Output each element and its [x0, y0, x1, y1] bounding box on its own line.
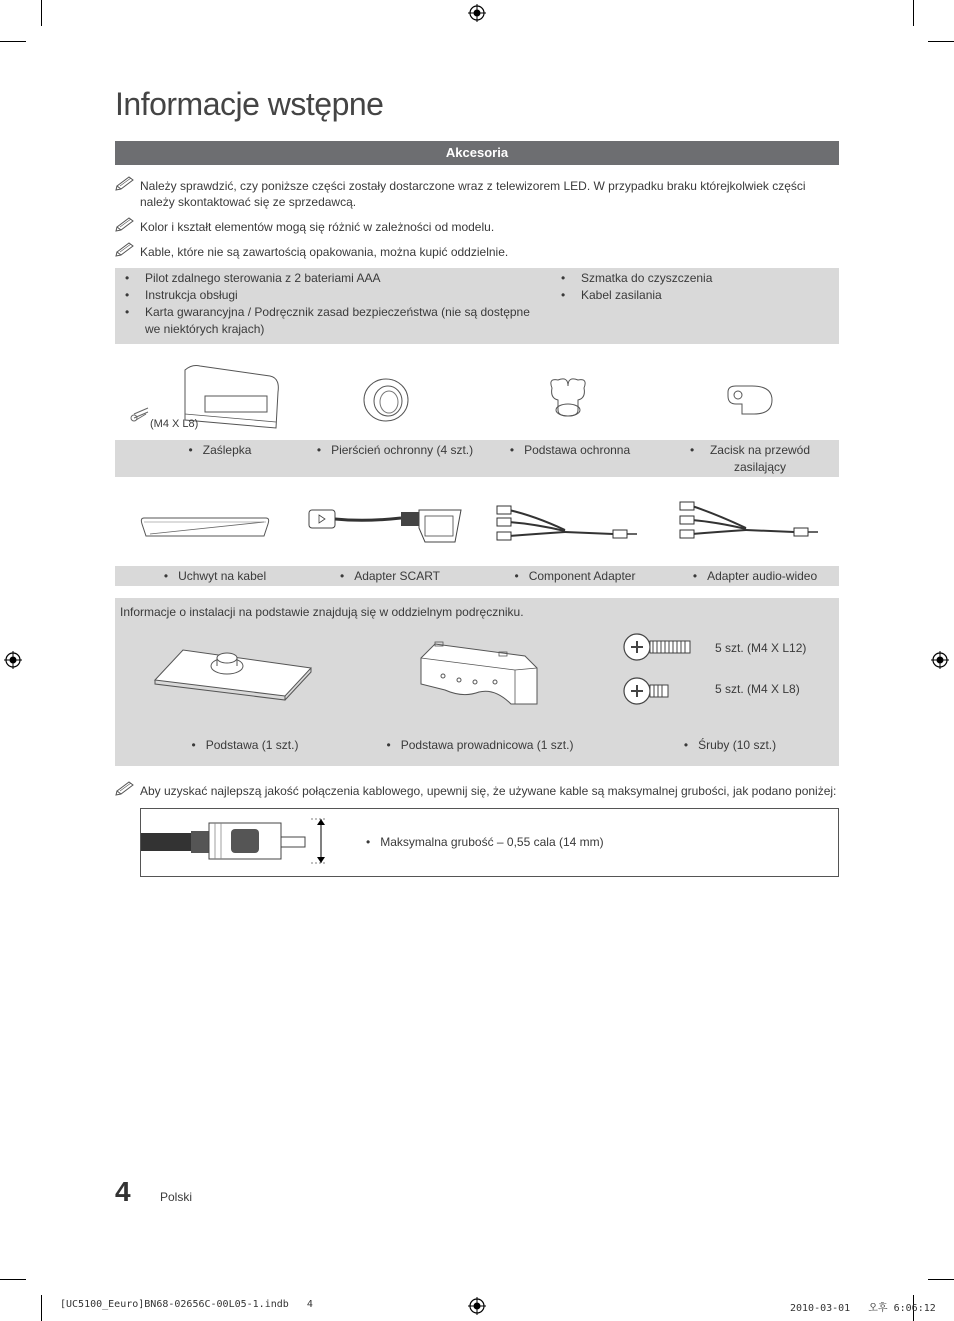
stand-intro: Informacje o instalacji na podstawie znajdują się w oddzielnym podręczniku.: [120, 605, 524, 619]
accessory-label: • Component Adapter: [514, 569, 636, 583]
crop-mark: [41, 0, 42, 26]
cable-holder-icon: [140, 512, 270, 540]
accessory-label: • Uchwyt na kabel: [163, 569, 267, 583]
accessory-label: • Podstawa (1 szt.): [191, 738, 299, 752]
included-list-left: [115, 270, 545, 338]
cable-spec-box: [140, 808, 839, 877]
note-text: Aby uzyskać najlepszą jakość połączenia kablowego, upewnij się, że używane kable są maksymalnej grubości, jak podano poniżej:: [140, 784, 837, 798]
page-title: Informacje wstępne: [115, 86, 384, 122]
included-items-box: [115, 268, 839, 344]
av-adapter-icon: [676, 498, 821, 544]
stand-base-icon: [155, 644, 315, 696]
cable-spec-label: • Maksymalna grubość – 0,55 cala (14 mm): [366, 835, 604, 849]
footer-language: Polski: [160, 1190, 193, 1204]
accessory-label: • Podstawa ochronna: [509, 443, 631, 457]
note: [115, 219, 839, 237]
short-screw-icon: [623, 674, 673, 708]
included-list-right: [551, 270, 831, 304]
print-file-info: [UC5100_Eeuro]BN68-02656C-00L05-1.indb 4: [60, 1299, 313, 1310]
list-item: • Szmatka do czyszczenia: [551, 270, 831, 287]
note: [115, 783, 839, 801]
pencil-note-icon: [115, 215, 137, 231]
note-text: Kolor i kształt elementów mogą się różnić w zależności od modelu.: [140, 220, 495, 234]
note-text: Należy sprawdzić, czy poniższe części zostały dostarczone wraz z telewizorem LED. W przypadku braku którejkolwiek części należy skontaktować się ze sprzedawcą.: [140, 179, 806, 209]
accessory-row-1: [115, 440, 839, 477]
component-adapter-icon: [495, 500, 640, 546]
pencil-note-icon: [115, 240, 137, 256]
crop-mark: [928, 1279, 954, 1280]
crop-mark: [913, 0, 914, 26]
long-screw-label: 5 szt. (M4 X L12): [715, 641, 807, 655]
list-item: • Karta gwarancyjna / Podręcznik zasad bezpieczeństwa (nie są dostępne we niektórych krajach): [115, 304, 545, 338]
stand-box: [115, 598, 839, 766]
registration-mark-icon: [468, 4, 486, 22]
registration-mark-icon: [468, 1297, 486, 1315]
section-header: Akcesoria: [115, 141, 839, 165]
note: [115, 244, 839, 262]
registration-mark-icon: [4, 651, 22, 669]
print-date-info: 2010-03-01 오후 6:06:12: [790, 1303, 936, 1314]
holder-ring-icon: [362, 378, 410, 422]
pencil-note-icon: [115, 174, 137, 190]
short-screw-label: 5 szt. (M4 X L8): [715, 682, 800, 696]
note-text: Kable, które nie są zawartością opakowania, można kupić oddzielnie.: [140, 245, 509, 259]
accessory-label: • Adapter SCART: [339, 569, 441, 583]
accessory-label: • Śruby (10 szt.): [683, 738, 777, 752]
cable-thickness-icon: [141, 817, 331, 865]
scart-adapter-icon: [305, 502, 467, 548]
pencil-note-icon: [115, 779, 137, 795]
list-item: • Instrukcja obsługi: [115, 287, 545, 304]
long-screw-icon: [623, 630, 693, 664]
power-cord-clip-icon: [724, 382, 776, 416]
crop-mark: [0, 41, 26, 42]
accessory-label: • Zaślepka: [188, 443, 252, 457]
registration-mark-icon: [931, 651, 949, 669]
guide-stand-icon: [415, 638, 543, 710]
accessory-label: • Pierścień ochronny (4 szt.): [316, 443, 474, 457]
list-item: • Pilot zdalnego sterowania z 2 bateriami AAA: [115, 270, 545, 287]
protective-base-icon: [544, 376, 592, 420]
accessory-label: • Podstawa prowadnicowa (1 szt.): [386, 738, 574, 752]
note: [115, 178, 839, 212]
screw-size-label: (M4 X L8): [150, 418, 199, 430]
page-number: 4: [115, 1176, 131, 1207]
accessory-label: • Zacisk na przewód zasilający: [690, 443, 811, 474]
list-item: • Kabel zasilania: [551, 287, 831, 304]
crop-mark: [41, 1295, 42, 1321]
crop-mark: [0, 1279, 26, 1280]
accessory-row-2: [115, 566, 839, 586]
crop-mark: [928, 41, 954, 42]
accessory-label: • Adapter audio-wideo: [692, 569, 818, 583]
